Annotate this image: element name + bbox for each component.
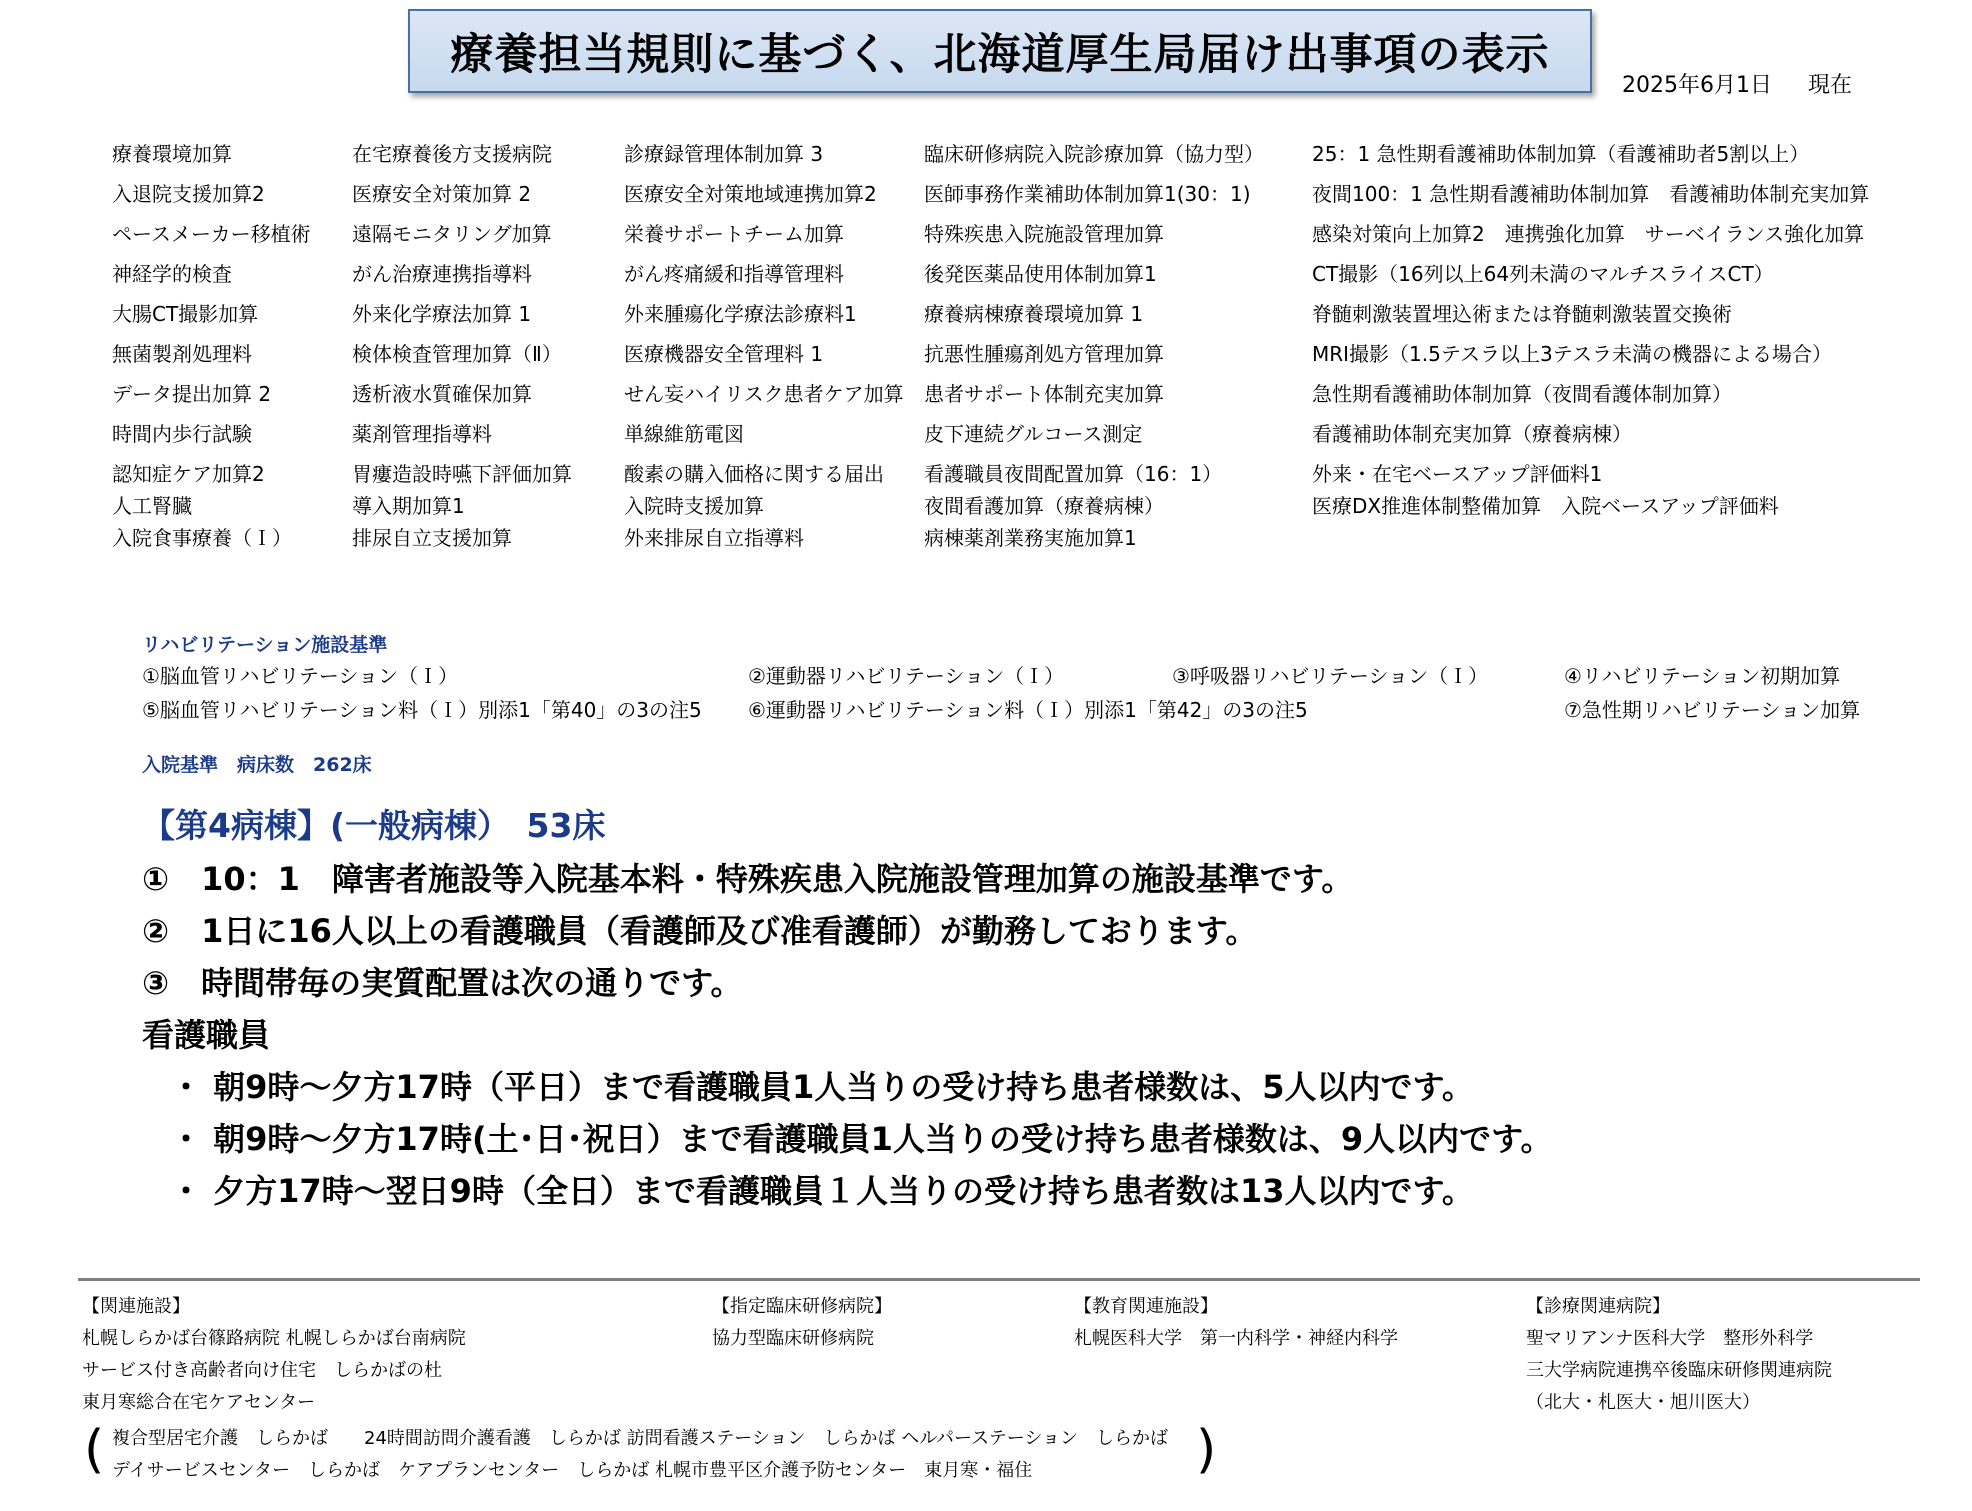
footer-divider [78,1278,1920,1281]
rehab-item: ⑤脳血管リハビリテーション料（Ｉ）別添1「第40」の3の注5 [142,698,702,722]
footer-education: 札幌医科大学 第一内科学・神経内科学 [1074,1328,1398,1349]
standard-item: 酸素の購入価格に関する届出 [624,462,884,486]
rehab-item: ④リハビリテーション初期加算 [1564,664,1841,688]
standard-item: 外来排尿自立指導料 [624,526,804,550]
footer-training-title: 【指定臨床研修病院】 [712,1296,892,1317]
standard-item: 在宅療養後方支援病院 [352,142,552,166]
footer-related-item: 東月寒総合在宅ケアセンター [82,1392,316,1413]
ward-line: ③ 時間帯毎の実質配置は次の通りです。 [142,964,743,1002]
standard-item: 導入期加算1 [352,494,465,518]
standard-item: 医療DX推進体制整備加算 入院ベースアップ評価料 [1312,494,1779,518]
standard-item: CT撮影（16列以上64列未満のマルチスライスCT） [1312,262,1774,286]
standard-item: 夜間100：1 急性期看護補助体制加算 看護補助体制充実加算 [1312,182,1870,206]
rehab-item: ②運動器リハビリテーション（Ｉ） [748,664,1065,688]
rehab-item: ③呼吸器リハビリテーション（Ｉ） [1172,664,1489,688]
ward-title: 【第4病棟】(一般病棟） 53床 [142,806,606,845]
ward-line: ② 1日に16人以上の看護職員（看護師及び准看護師）が勤務しております。 [142,912,1258,950]
footer-education-title: 【教育関連施設】 [1074,1296,1218,1317]
footer-clinical-title: 【診療関連病院】 [1526,1296,1670,1317]
ward-line: 看護職員 [142,1016,271,1054]
standard-item: 医療機器安全管理料 1 [624,342,824,366]
standard-item: 時間内歩行試験 [112,422,252,446]
rehab-title: リハビリテーション施設基準 [142,634,388,656]
standard-item: 病棟薬剤業務実施加算1 [924,526,1137,550]
standard-item: ペースメーカー移植術 [112,222,311,246]
standard-item: 遠隔モニタリング加算 [352,222,552,246]
standard-item: 神経学的検査 [112,262,232,286]
date-label: 2025年6月1日 現在 [1622,73,1852,98]
standard-item: 看護補助体制充実加算（療養病棟） [1312,422,1632,446]
standard-item: 特殊疾患入院施設管理加算 [924,222,1164,246]
standard-item: 後発医薬品使用体制加算1 [924,262,1157,286]
standard-item: 入退院支援加算2 [112,182,265,206]
standard-item: 皮下連続グルコース測定 [924,422,1143,446]
footer-clinical-item: 三大学病院連携卒後臨床研修関連病院 [1526,1360,1832,1381]
standard-item: 看護職員夜間配置加算（16：1） [924,462,1223,486]
standard-item: 医療安全対策加算 2 [352,182,532,206]
standard-item: 25：1 急性期看護補助体制加算（看護補助者5割以上） [1312,142,1810,166]
ward-line: ・ 夕方17時～翌日9時（全日）まで看護職員１人当りの受け持ち患者数は13人以内です。 [170,1172,1474,1210]
ward-line: ① 10：1 障害者施設等入院基本料・特殊疾患入院施設管理加算の施設基準です。 [142,860,1354,898]
footer-training: 協力型臨床研修病院 [712,1328,874,1349]
standard-item: 大腸CT撮影加算 [112,302,259,326]
rehab-item: ⑦急性期リハビリテーション加算 [1564,698,1861,722]
standard-item: 認知症ケア加算2 [112,462,265,486]
admission-criteria: 入院基準 病床数 262床 [142,754,372,776]
standard-item: 外来化学療法加算 1 [352,302,532,326]
standard-item: 医師事務作業補助体制加算1(30：1) [924,182,1251,206]
rehab-item: ⑥運動器リハビリテーション料（Ｉ）別添1「第42」の3の注5 [748,698,1308,722]
standard-item: 栄養サポートチーム加算 [624,222,844,246]
paren-open: ( [84,1420,105,1480]
ward-line: ・ 朝9時～夕方17時(土･日･祝日）まで看護職員1人当りの受け持ち患者様数は、9人以内です。 [170,1120,1553,1158]
footer-care-line: デイサービスセンター しらかば ケアプランセンター しらかば 札幌市豊平区介護予防センター 東月寒・福住 [112,1460,1033,1481]
footer-related-title: 【関連施設】 [82,1296,190,1317]
page-title: 療養担当規則に基づく、北海道厚生局届け出事項の表示 [408,9,1592,93]
standard-item: がん疼痛緩和指導管理料 [624,262,844,286]
footer-related-item: サービス付き高齢者向け住宅 しらかばの杜 [82,1360,442,1381]
footer-care-line: 複合型居宅介護 しらかば 24時間訪問介護看護 しらかば 訪問看護ステーション しらかば ヘルパーステーション しらかば [112,1428,1169,1449]
rehab-item: ①脳血管リハビリテーション（Ｉ） [142,664,459,688]
standard-item: 夜間看護加算（療養病棟） [924,494,1164,518]
standard-item: 人工腎臓 [112,494,192,518]
standard-item: 急性期看護補助体制加算（夜間看護体制加算） [1312,382,1732,406]
standard-item: 単線維筋電図 [624,422,744,446]
standard-item: MRI撮影（1.5テスラ以上3テスラ未満の機器による場合） [1312,342,1832,366]
standard-item: 患者サポート体制充実加算 [924,382,1164,406]
standard-item: がん治療連携指導料 [352,262,532,286]
standard-item: 胃瘻造設時嚥下評価加算 [352,462,572,486]
footer-related-item: 札幌しらかば台篠路病院 札幌しらかば台南病院 [82,1328,466,1349]
standard-item: 療養環境加算 [112,142,232,166]
standard-item: 無菌製剤処理料 [112,342,252,366]
standard-item: せん妄ハイリスク患者ケア加算 [624,382,904,406]
paren-close: ) [1196,1420,1217,1480]
standard-item: 診療録管理体制加算 3 [624,142,824,166]
footer-clinical-item: 聖マリアンナ医科大学 整形外科学 [1526,1328,1814,1349]
standard-item: 感染対策向上加算2 連携強化加算 サーベイランス強化加算 [1312,222,1865,246]
standard-item: 入院食事療養（Ｉ） [112,526,292,550]
standard-item: 抗悪性腫瘍剤処方管理加算 [924,342,1164,366]
standard-item: 薬剤管理指導料 [352,422,492,446]
standard-item: 排尿自立支援加算 [352,526,512,550]
standard-item: 脊髄刺激装置埋込術または脊髄刺激装置交換術 [1312,302,1732,326]
standard-item: 透析液水質確保加算 [352,382,532,406]
standard-item: 入院時支援加算 [624,494,764,518]
standard-item: 外来腫瘍化学療法診療料1 [624,302,857,326]
standard-item: 医療安全対策地域連携加算2 [624,182,877,206]
standard-item: 療養病棟療養環境加算 1 [924,302,1144,326]
ward-line: ・ 朝9時～夕方17時（平日）まで看護職員1人当りの受け持ち患者様数は、5人以内です。 [170,1068,1474,1106]
footer-clinical-item: （北大・札医大・旭川医大） [1526,1392,1760,1413]
standard-item: 外来・在宅ベースアップ評価料1 [1312,462,1603,486]
standard-item: 検体検査管理加算（Ⅱ） [352,342,562,366]
standard-item: データ提出加算 2 [112,382,272,406]
standard-item: 臨床研修病院入院診療加算（協力型） [924,142,1264,166]
